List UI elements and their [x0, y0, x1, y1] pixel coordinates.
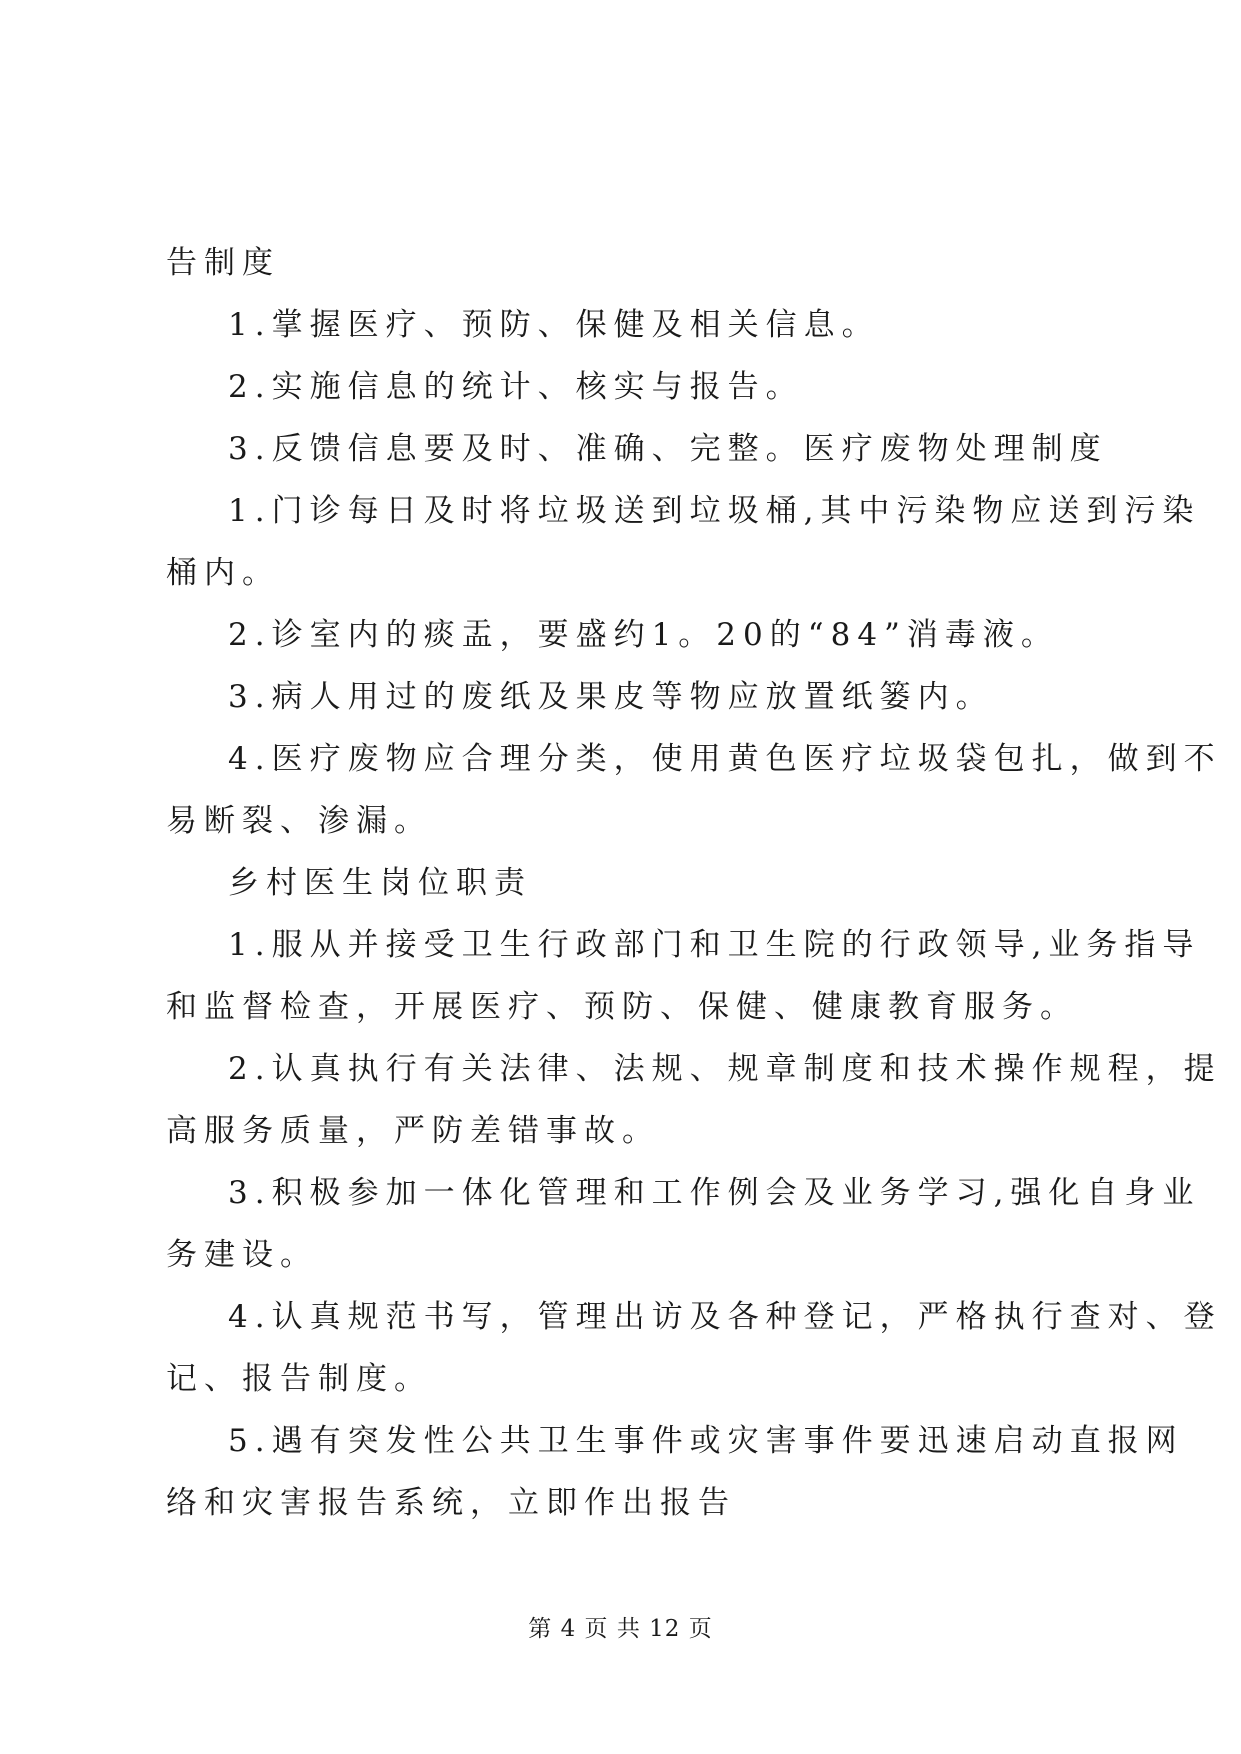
text-line: 3.反馈信息要及时、准确、完整。医疗废物处理制度	[228, 431, 1108, 467]
text-line: 3.病人用过的废纸及果皮等物应放置纸篓内。	[228, 679, 994, 715]
text-line: 1.服从并接受卫生行政部门和卫生院的行政领导,业务指导	[228, 927, 1201, 963]
text-line: 2.诊室内的痰盂，要盛约1。20的“84”消毒液。	[228, 617, 1059, 653]
text-line: 告制度	[166, 245, 280, 281]
page-number-footer: 第 4 页 共 12 页	[528, 1616, 713, 1642]
text-line: 易断裂、渗漏。	[166, 803, 432, 839]
text-line: 络和灾害报告系统，立即作出报告	[166, 1485, 736, 1521]
text-line: 高服务质量，严防差错事故。	[166, 1113, 660, 1149]
text-line: 5.遇有突发性公共卫生事件或灾害事件要迅速启动直报网	[228, 1423, 1184, 1459]
text-line: 3.积极参加一体化管理和工作例会及业务学习,强化自身业	[228, 1175, 1201, 1211]
text-line: 1.掌握医疗、预防、保健及相关信息。	[228, 307, 880, 343]
text-line: 和监督检查，开展医疗、预防、保健、健康教育服务。	[166, 989, 1078, 1025]
text-line: 4.医疗废物应合理分类，使用黄色医疗垃圾袋包扎，做到不	[228, 741, 1222, 777]
text-line: 记、报告制度。	[166, 1361, 432, 1397]
text-line: 桶内。	[166, 555, 280, 591]
section-heading: 乡村医生岗位职责	[228, 865, 532, 901]
document-body	[166, 232, 1222, 1534]
text-line: 2.实施信息的统计、核实与报告。	[228, 369, 804, 405]
text-line: 务建设。	[166, 1237, 318, 1273]
text-line: 2.认真执行有关法律、法规、规章制度和技术操作规程，提	[228, 1051, 1222, 1087]
text-line: 4.认真规范书写，管理出访及各种登记，严格执行查对、登	[228, 1299, 1222, 1335]
text-line: 1.门诊每日及时将垃圾送到垃圾桶,其中污染物应送到污染	[228, 493, 1201, 529]
